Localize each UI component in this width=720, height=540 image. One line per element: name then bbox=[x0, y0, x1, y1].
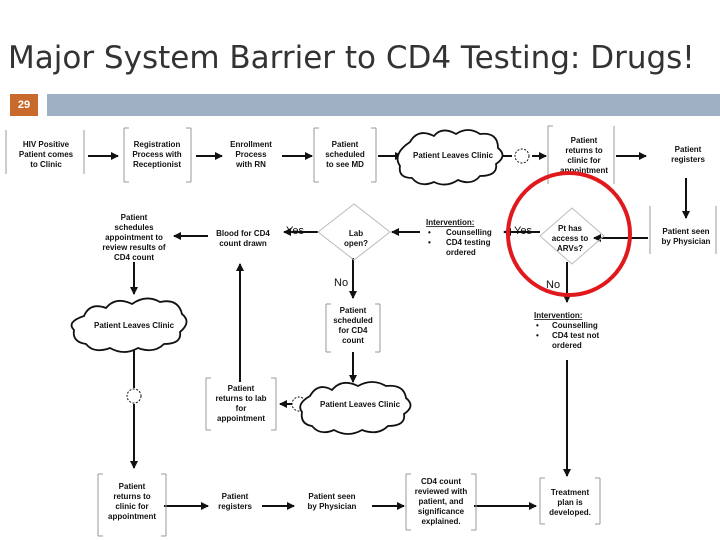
node-scheduled-cd4: Patient scheduled for CD4 count bbox=[333, 306, 373, 345]
node-arv-access: Pt has access to ARVs? bbox=[551, 224, 589, 253]
node-registration: Registration Process with Receptionist bbox=[132, 140, 182, 169]
node-returns-appointment-2: Patient returns to clinic for appointment bbox=[108, 482, 156, 521]
node-registers-1: Patient registers bbox=[671, 145, 705, 164]
connector-circle-1 bbox=[515, 149, 529, 163]
yes-label-lab: Yes bbox=[286, 225, 304, 237]
node-enrollment: Enrollment Process with RN bbox=[230, 140, 272, 169]
node-cd4-reviewed: CD4 count reviewed with patient, and significance explained. bbox=[414, 477, 468, 526]
node-intervention-1: Intervention: • Counselling • CD4 testing ordered bbox=[426, 218, 492, 257]
yes-label-arv: Yes bbox=[514, 225, 532, 237]
node-hiv-positive: HIV Positive Patient comes to Clinic bbox=[18, 140, 74, 169]
node-leaves-clinic-2: Patient Leaves Clinic bbox=[93, 321, 175, 330]
node-registers-2: Patient registers bbox=[218, 492, 252, 511]
node-blood-drawn: Blood for CD4 count drawn bbox=[216, 229, 270, 248]
no-label-arv: No bbox=[546, 279, 561, 291]
node-leaves-clinic-3: Patient Leaves Clinic bbox=[319, 400, 401, 409]
node-treatment-plan: Treatment plan is developed. bbox=[549, 488, 591, 517]
slide-title: Major System Barrier to CD4 Testing: Drugs! bbox=[8, 40, 695, 76]
slide-number: 29 bbox=[10, 94, 38, 116]
connector-circle-2 bbox=[127, 389, 141, 403]
node-schedules-review: Patient schedules appointment to review results of CD4 count bbox=[102, 213, 166, 262]
node-intervention-2: Intervention: • Counselling • CD4 test not ordered bbox=[534, 311, 600, 350]
cloud-shapes bbox=[72, 130, 503, 434]
node-scheduled-md: Patient scheduled to see MD bbox=[325, 140, 365, 169]
node-seen-physician-2: Patient seen by Physician bbox=[307, 492, 357, 511]
no-label-lab: No bbox=[334, 277, 349, 289]
node-returns-lab: Patient returns to lab for appointment bbox=[215, 384, 267, 423]
node-seen-physician-1: Patient seen by Physician bbox=[661, 227, 711, 246]
node-leaves-clinic-1: Patient Leaves Clinic bbox=[412, 151, 494, 160]
node-returns-appointment-1: Patient returns to clinic for appointment bbox=[560, 136, 608, 175]
node-lab-open: Lab open? bbox=[344, 229, 368, 248]
